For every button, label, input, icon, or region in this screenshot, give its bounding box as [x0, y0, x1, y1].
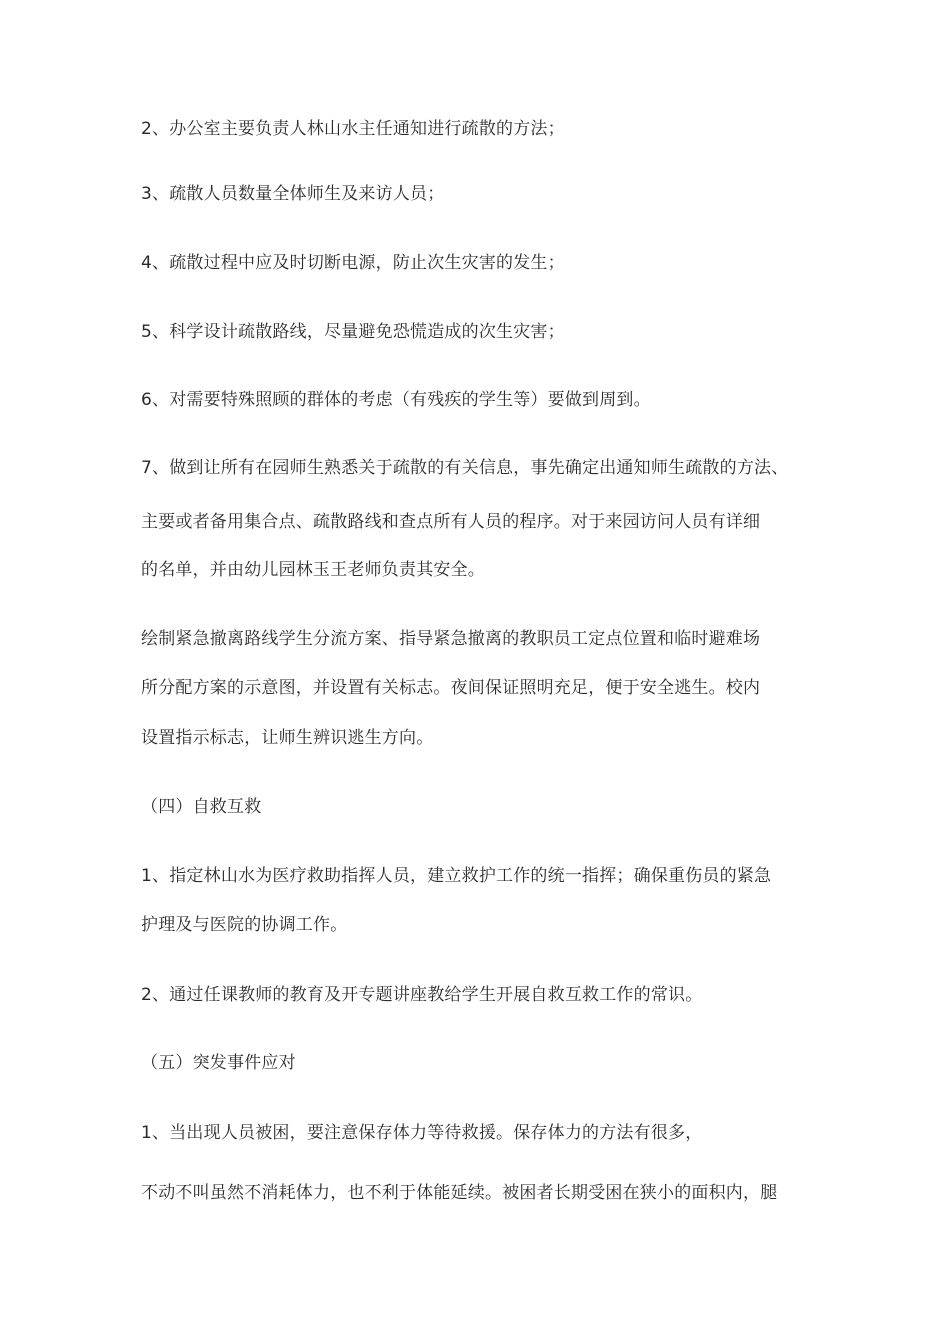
evacuation-item-7-line-3: 的名单，并由幼儿园林玉王老师负责其安全。 — [141, 560, 485, 580]
evacuation-plan-line-2: 所分配方案的示意图，并设置有关标志。夜间保证照明充足，便于安全逃生。校内 — [141, 678, 761, 698]
evacuation-item-2: 2、办公室主要负责人林山水主任通知进行疏散的方法； — [141, 119, 565, 139]
evacuation-item-7-line-1: 7、做到让所有在园师生熟悉关于疏散的有关信息，事先确定出通知师生疏散的方法、 — [141, 458, 789, 478]
evacuation-plan-line-1: 绘制紧急撤离路线学生分流方案、指导紧急撤离的教职员工定点位置和临时避难场 — [141, 629, 761, 649]
self-rescue-item-2: 2、通过任课教师的教育及开专题讲座教给学生开展自救互救工作的常识。 — [141, 985, 703, 1005]
section-heading-emergency-response: （五）突发事件应对 — [141, 1053, 296, 1073]
self-rescue-item-1-line-1: 1、指定林山水为医疗救助指挥人员，建立救护工作的统一指挥；确保重伤员的紧急 — [141, 866, 772, 886]
evacuation-item-4: 4、疏散过程中应及时切断电源，防止次生灾害的发生； — [141, 253, 565, 273]
evacuation-plan-line-3: 设置指示标志，让师生辨识逃生方向。 — [141, 728, 434, 748]
section-heading-self-rescue: （四）自救互救 — [141, 797, 262, 817]
emergency-item-1-line-1: 1、当出现人员被困，要注意保存体力等待救援。保存体力的方法有很多， — [141, 1123, 703, 1143]
self-rescue-item-1-line-2: 护理及与医院的协调工作。 — [141, 915, 348, 935]
emergency-item-1-line-2: 不动不叫虽然不消耗体力，也不利于体能延续。被困者长期受困在狭小的面积内，腿 — [141, 1183, 778, 1203]
evacuation-item-3: 3、疏散人员数量全体师生及来访人员； — [141, 184, 445, 204]
evacuation-item-6: 6、对需要特殊照顾的群体的考虑（有残疾的学生等）要做到周到。 — [141, 390, 651, 410]
evacuation-item-5: 5、科学设计疏散路线，尽量避免恐慌造成的次生灾害； — [141, 322, 565, 342]
evacuation-item-7-line-2: 主要或者备用集合点、疏散路线和查点所有人员的程序。对于来园访问人员有详细 — [141, 512, 761, 532]
